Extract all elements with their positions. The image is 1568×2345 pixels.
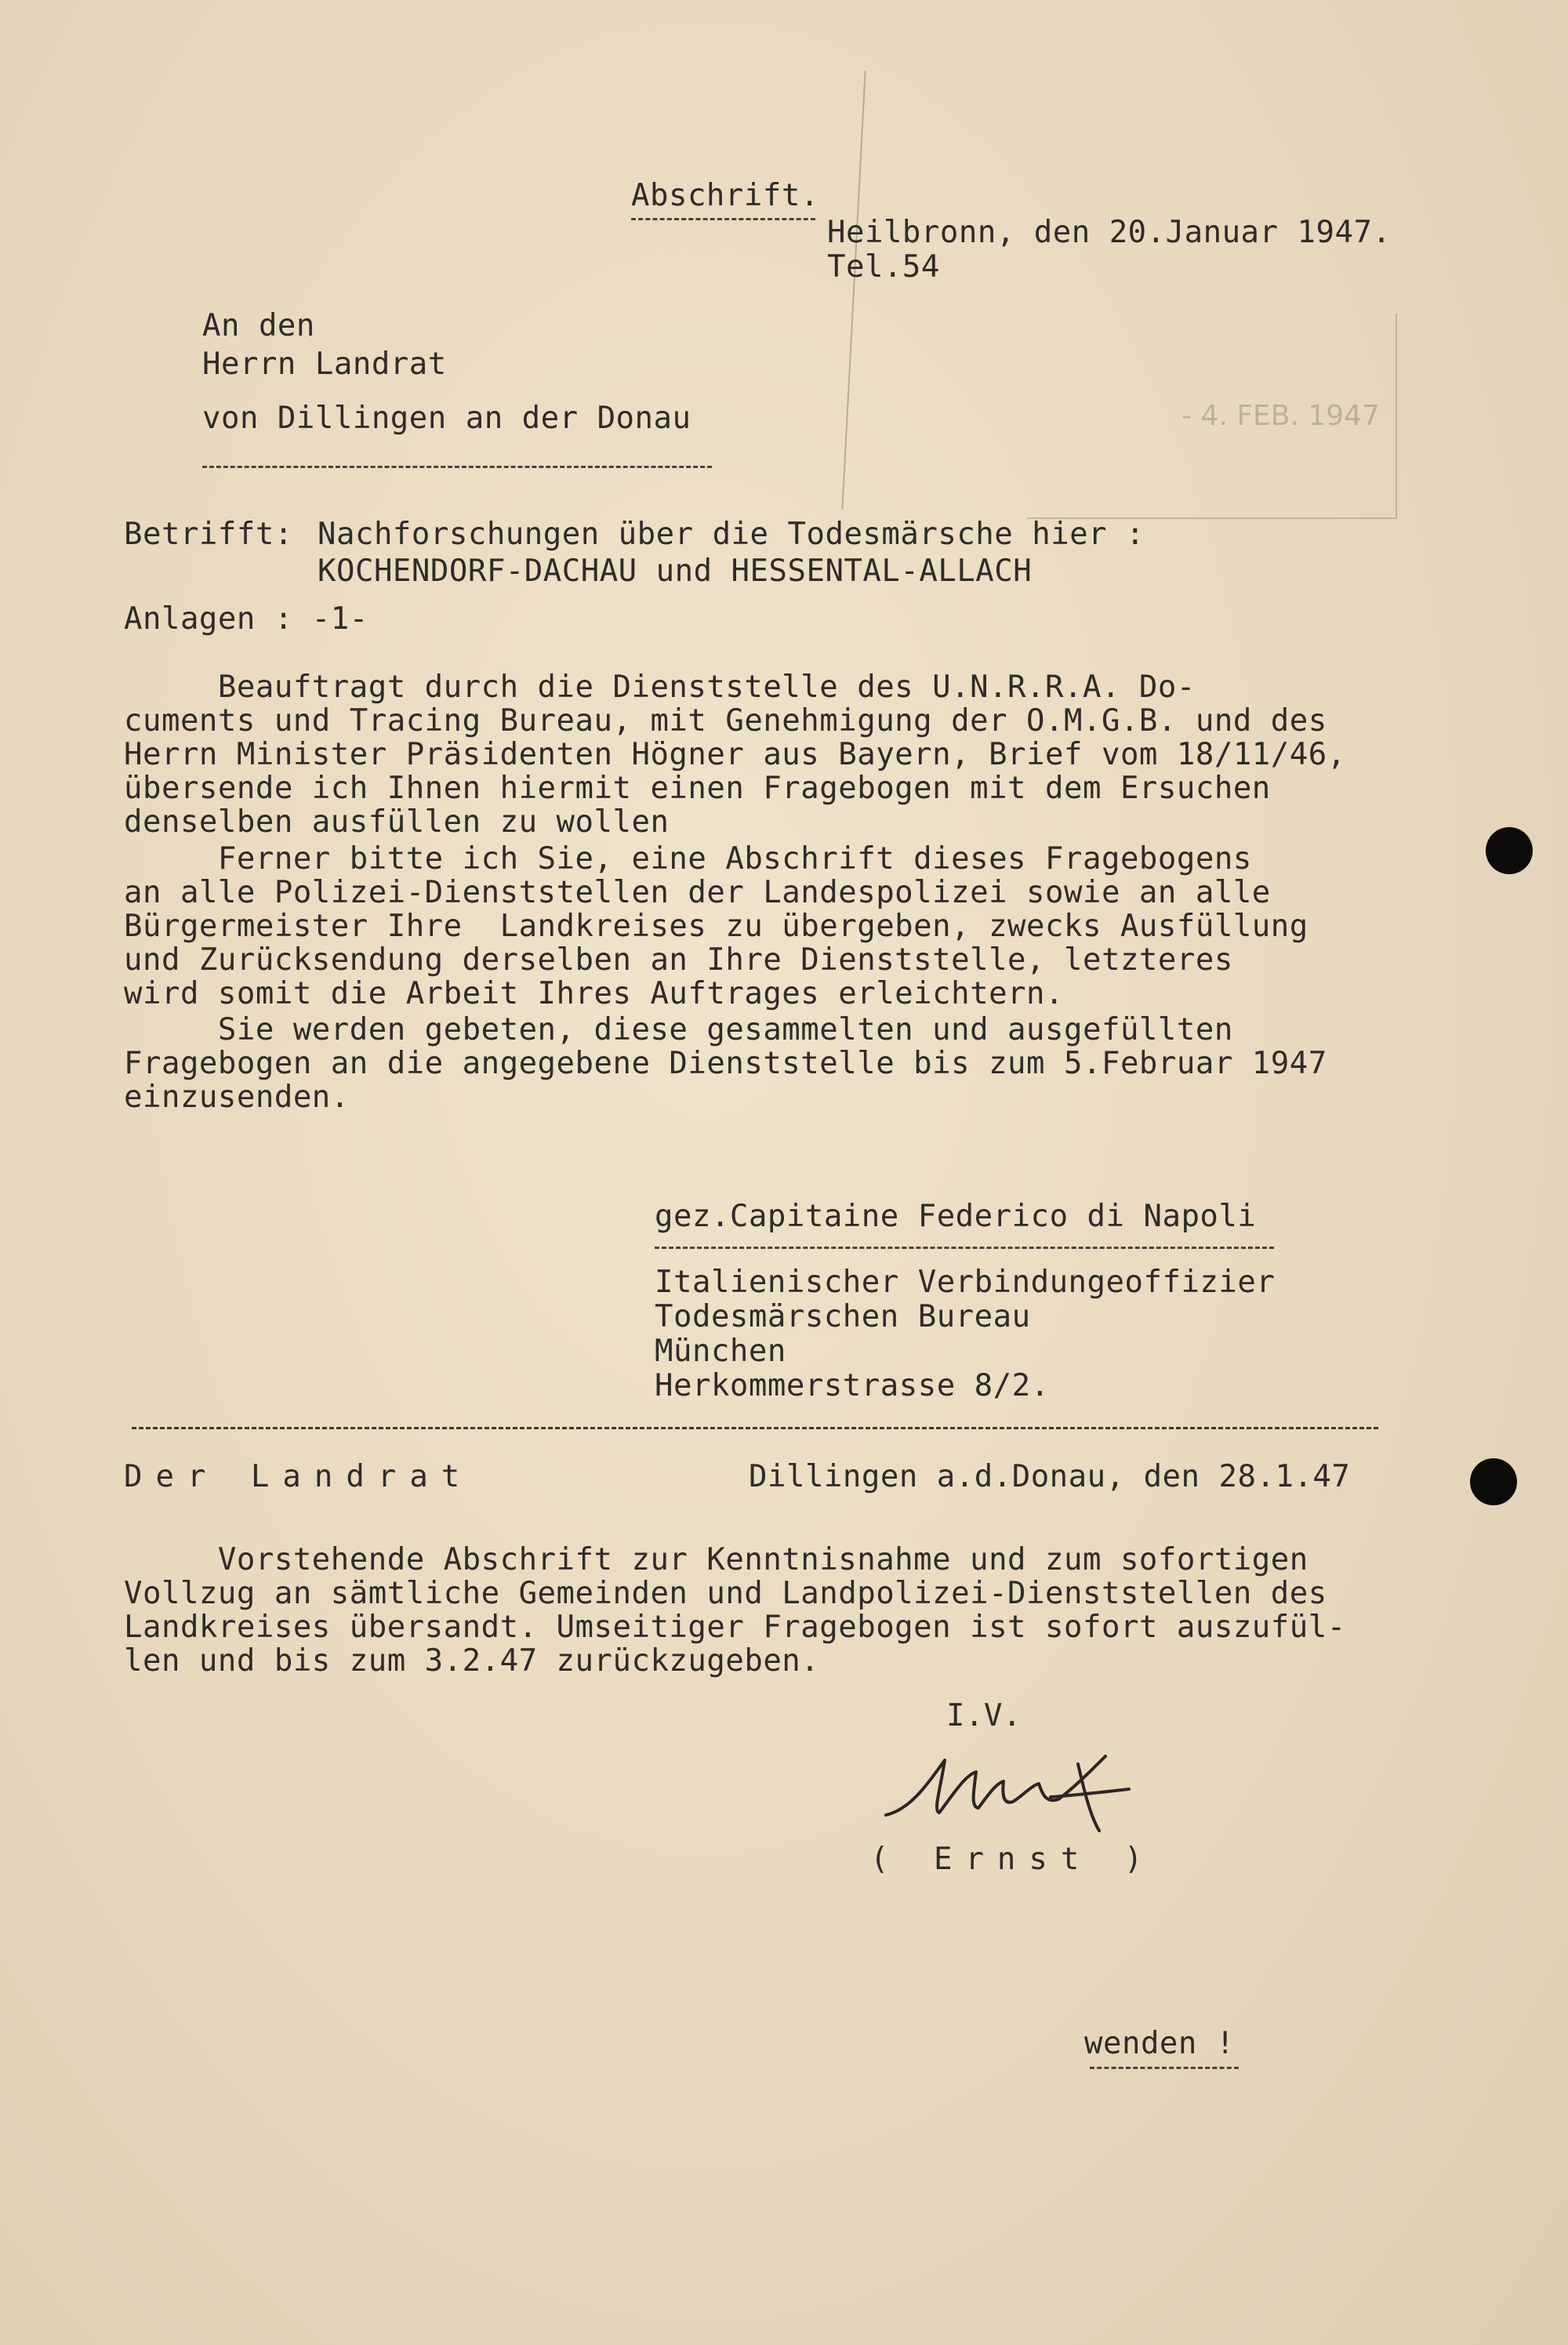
body-line-7: an alle Polizei-Dienststellen der Landespolizei sowie an alle <box>124 875 1271 910</box>
endorsement-name: ( Ernst ) <box>870 1842 1156 1877</box>
header-phone: Tel.54 <box>827 249 940 285</box>
copy-label-underline <box>631 218 815 220</box>
subject-label: Betrifft: <box>124 517 293 552</box>
signature-stroke <box>878 1741 1145 1842</box>
sender-street: Herkommerstrasse 8/2. <box>655 1368 1050 1403</box>
stamp-date: - 4. FEB. 1947 <box>1181 400 1380 432</box>
endorsement-place-date: Dillingen a.d.Donau, den 28.1.47 <box>749 1459 1351 1494</box>
body-line-2: cuments und Tracing Bureau, mit Genehmigung der O.M.G.B. und des <box>124 703 1327 739</box>
body-line-13: einzusenden. <box>124 1080 350 1115</box>
enclosures: Anlagen : -1- <box>124 601 368 637</box>
sender-city: München <box>655 1334 786 1369</box>
endorsement-line-3: Landkreises übersandt. Umseitiger Fragebogen ist sofort auszufül- <box>124 1610 1346 1645</box>
body-line-3: Herrn Minister Präsidenten Högner aus Bayern, Brief vom 18/11/46, <box>124 737 1346 772</box>
sender-underline <box>655 1247 1274 1249</box>
punch-hole-upper <box>1486 827 1533 874</box>
body-line-10: wird somit die Arbeit Ihres Auftrages erleichtern. <box>124 976 1064 1011</box>
body-line-5: denselben ausfüllen zu wollen <box>124 804 670 840</box>
body-line-9: und Zurücksendung derselben an Ihre Dienststelle, letzteres <box>124 942 1233 978</box>
recipient-line-2: Herrn Landrat <box>202 347 447 382</box>
recipient-underline <box>202 466 712 468</box>
body-line-11: Sie werden gebeten, diese gesammelten und ausgefüllten <box>124 1012 1233 1047</box>
endorsement-line-1: Vorstehende Abschrift zur Kenntnisnahme und zum sofortigen <box>124 1542 1308 1577</box>
handwritten-signature <box>878 1741 1145 1842</box>
turn-over-note: wenden ! <box>1084 2026 1235 2061</box>
endorsement-line-2: Vollzug an sämtliche Gemeinden und Landpolizei-Dienststellen des <box>124 1576 1327 1611</box>
endorsement-iv: I.V. <box>946 1698 1022 1733</box>
subject-line-1: Nachforschungen über die Todesmärsche hier : <box>318 517 1145 552</box>
body-line-8: Bürgermeister Ihre Landkreises zu übergeben, zwecks Ausfüllung <box>124 909 1308 944</box>
fold-crease <box>841 71 866 509</box>
endorsement-office: Der Landrat <box>124 1459 474 1494</box>
sender-title: Italienischer Verbindungeoffizier <box>655 1265 1276 1300</box>
sender-bureau: Todesmärschen Bureau <box>655 1299 1031 1334</box>
body-line-1: Beauftragt durch die Dienststelle des U.N.R.R.A. Do- <box>124 670 1196 705</box>
copy-label: Abschrift. <box>631 178 819 213</box>
received-stamp <box>1027 314 1397 519</box>
recipient-line-1: An den <box>202 308 315 343</box>
subject-line-2: KOCHENDORF-DACHAU und HESSENTAL-ALLACH <box>318 554 1033 589</box>
turn-over-underline <box>1090 2067 1239 2069</box>
recipient-line-3: von Dillingen an der Donau <box>202 401 691 436</box>
body-line-12: Fragebogen an die angegebene Dienststelle bis zum 5.Februar 1947 <box>124 1046 1327 1081</box>
punch-hole-lower <box>1470 1458 1517 1505</box>
section-divider <box>132 1427 1378 1429</box>
body-line-6: Ferner bitte ich Sie, eine Abschrift dieses Fragebogens <box>124 841 1252 877</box>
endorsement-line-4: len und bis zum 3.2.47 zurückzugeben. <box>124 1643 820 1679</box>
header-place-date: Heilbronn, den 20.Januar 1947. <box>827 215 1392 250</box>
body-line-4: übersende ich Ihnen hiermit einen Fragebogen mit dem Ersuchen <box>124 771 1271 806</box>
sender-signed: gez.Capitaine Federico di Napoli <box>655 1199 1257 1234</box>
